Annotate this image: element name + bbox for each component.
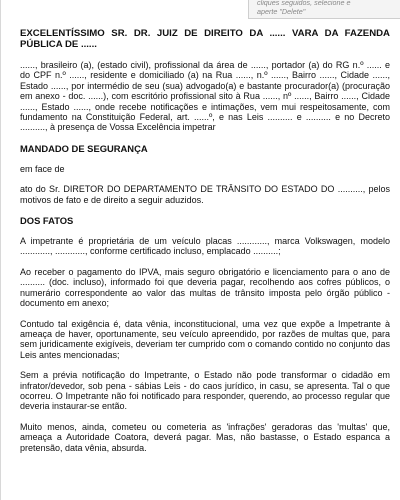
fatos-paragraph: Ao receber o pagamento do IPVA, mais seguro obrigatório e licenciamento para o ano de .......... (doc. incluso), informado foi que deveria pagar, recolhendo aos cofres públicos, o numerário correspondente ao valor das multas de trânsito imposta pelo órgão público - documento em anexo; — [20, 266, 390, 309]
fatos-paragraph: A impetrante é proprietária de um veículo placas ............, marca Volkswagen, modelo ............, ............, conforme certificado incluso, emplacado ..........; — [20, 236, 390, 257]
em-face-text: em face de — [20, 163, 65, 174]
instruction-note — [248, 0, 400, 19]
ato-paragraph: ato do Sr. DIRETOR DO DEPARTAMENTO DE TRÂNSITO DO ESTADO DO .........., pelos motivos de fato e de direito a seguir aduzidos. — [20, 184, 390, 205]
instruction-note-line-1: cliques seguidos, selecione e — [257, 0, 351, 7]
intro-paragraph: ......, brasileiro (a), (estado civil), profissional da área de ......, portador (a) do RG n.º ...... e do CPF n.º ......, residente e domiciliado (a) na Rua ......, n.º ......, Bairro ......, Cidade ......, Estado ......, por intermédio de seu (sua) advogado(a) e bastante procurador(a) (procuração em anexo - doc. ......), com escritório profissional sito à Rua ......, nº ......, Bairro ......, Cidade ......, Estado ......, onde recebe notificações e intimações, vem mui respeitosamente, com fundamento na Constituição Federal, art. ......º, e nas Leis .......... e .......... e no Decreto .........., à presença de Vossa Excelência impetrar — [20, 60, 390, 133]
document-title: MANDADO DE SEGURANÇA — [20, 142, 148, 154]
fatos-paragraph: Muito menos, ainda, cometeu ou cometeria as 'infrações' geradoras das 'multas' que, ameaça a Autoridade Coatora, deverá pagar. Mas, não bastasse, o Estado espanca a pretensão, data vênia, absurda. — [20, 421, 390, 453]
fatos-paragraph: Contudo tal exigência é, data vênia, inconstitucional, uma vez que expõe a Impetrante à ameaça de haver, oportunamente, seu veículo apreendido, por razões de multas que, para sem juridicamente exigíveis, deveriam ter cumprido com o comando contido no conjunto das Leis antes mencionadas; — [20, 318, 390, 360]
document-body — [20, 28, 390, 463]
section-title-fatos: DOS FATOS — [20, 215, 74, 227]
document-heading: EXCELENTÍSSIMO SR. DR. JUIZ DE DIREITO DA ...... VARA DA FAZENDA PÚBLICA DE ...... — [20, 28, 390, 50]
instruction-note-line-2: aperte "Delete" — [257, 6, 306, 16]
fatos-paragraph: Sem a prévia notificação do Impetrante, o Estado não pode transformar o cidadão em infrator/devedor, sob pena - sábias Leis - do caos jurídico, in casu, se apresenta. Tal o que ocorreu. O Impetrante não foi notificado para responder, querendo, ao processo regular que deveria instaurar-se então. — [20, 370, 390, 412]
